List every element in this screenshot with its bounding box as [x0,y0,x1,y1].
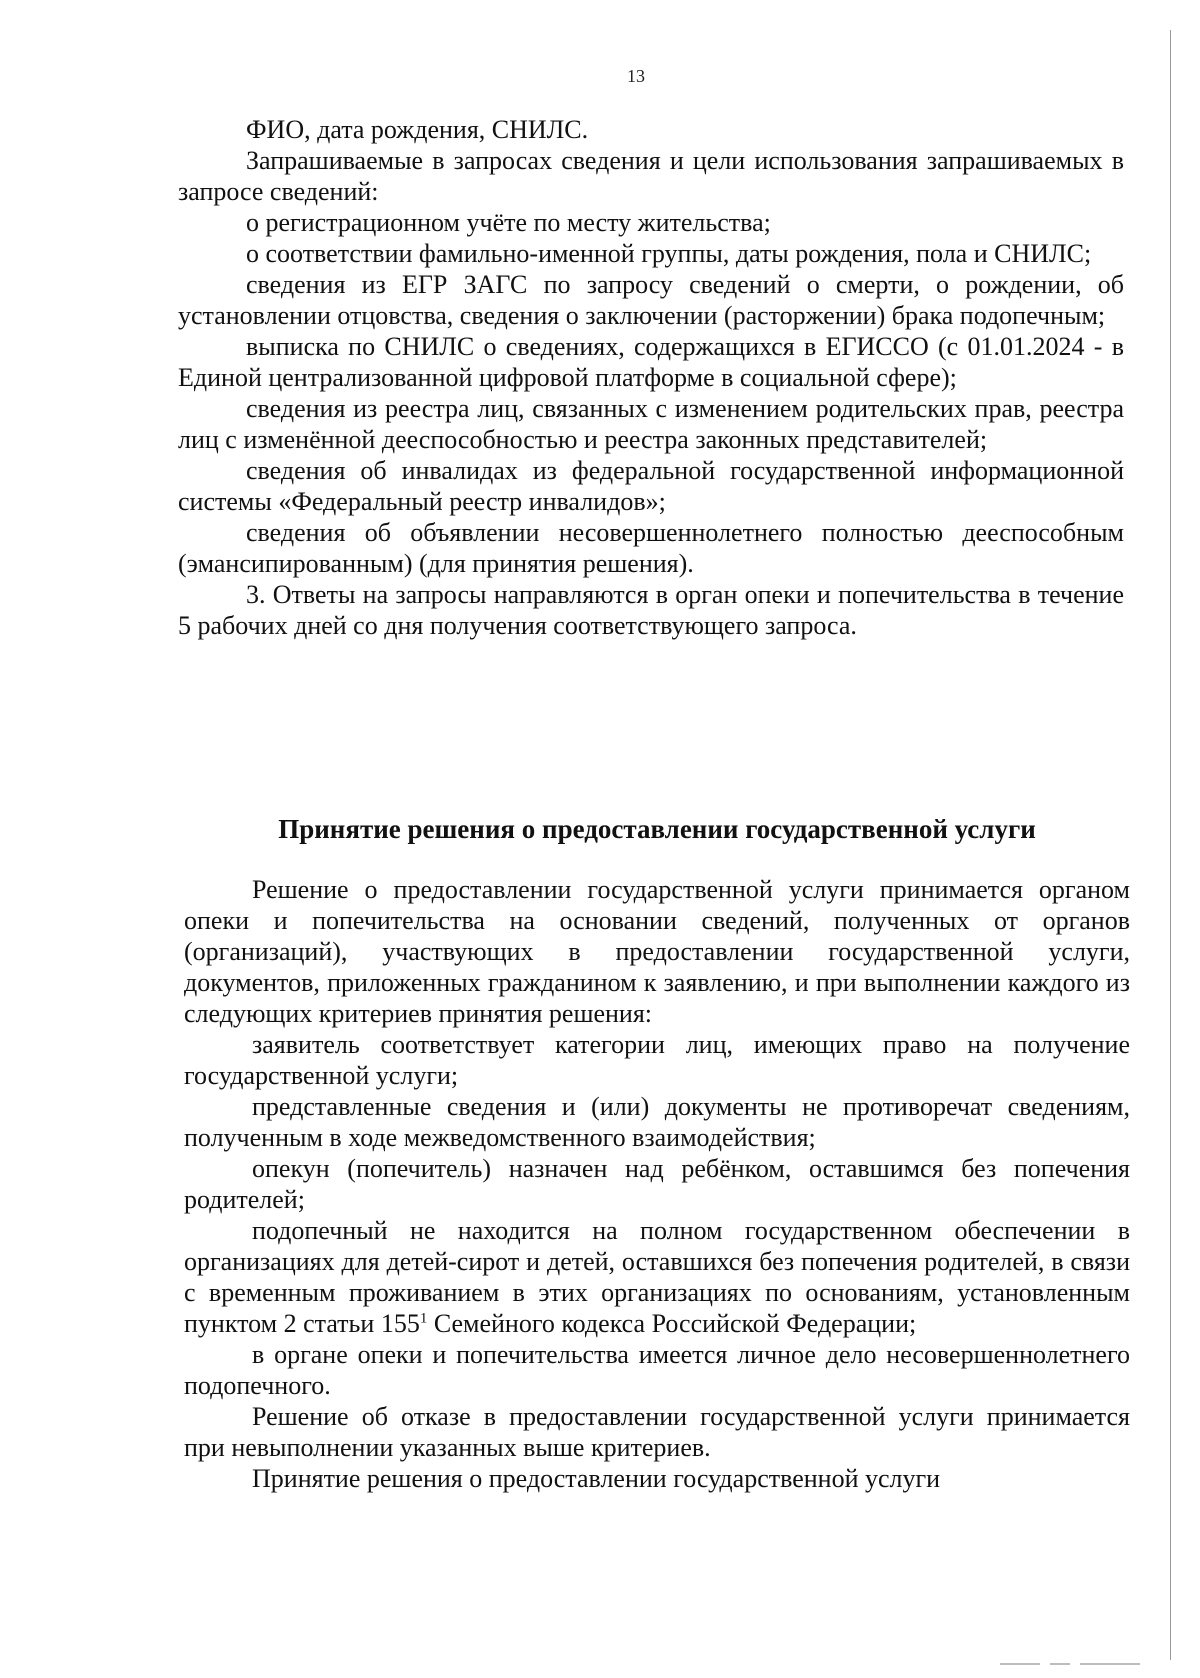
paragraph: Запрашиваемые в запросах сведения и цели использования запрашиваемых в запросе сведений: [178,146,1124,206]
statute-text-end: Семейного кодекса Российской Федерации; [427,1309,917,1338]
paragraph: выписка по СНИЛС о сведениях, содержащихся в ЕГИССО (с 01.01.2024 - в Единой централизованной цифровой платформе в социальной сфере); [178,332,1124,392]
section-heading: Принятие решения о предоставлении государственной услуги [278,814,1036,844]
statute-paragraph [184,1215,1130,1339]
paragraph: Решение об отказе в предоставлении государственной услуги принимается при невыполнении указанных выше критериев. [184,1402,1130,1462]
paragraph: ФИО, дата рождения, СНИЛС. [246,115,589,144]
decision-section [184,874,1130,1494]
paragraph: Принятие решения о предоставлении государственной услуги [252,1464,941,1493]
paragraph: о соответствии фамильно-именной группы, даты рождения, пола и СНИЛС; [246,239,1092,268]
paragraph: сведения из ЕГР ЗАГС по запросу сведений о смерти, о рождении, об установлении отцовства, сведения о заключении (расторжении) брака подопечным; [178,270,1124,330]
paragraph: о регистрационном учёте по месту жительства; [246,208,771,237]
paragraph: сведения об инвалидах из федеральной государственной информационной системы «Федеральный реестр инвалидов»; [178,456,1124,516]
page-number: 13 [627,66,645,86]
paragraph: в органе опеки и попечительства имеется личное дело несовершеннолетнего подопечного. [184,1340,1130,1400]
paragraph: сведения об объявлении несовершеннолетнего полностью дееспособным (эмансипированным) (для принятия решения). [178,518,1124,578]
statute-text: подопечный не находится на полном государственном обеспечении в организациях для детей-сирот и детей, оставшихся без попечения родителей, в связи с временным проживанием в этих организациях по основаниям, установленным пунктом 2 статьи 155 [184,1216,1130,1338]
scan-footer-marks [1000,1663,1160,1669]
scan-edge-line [1170,30,1171,1660]
requests-section [178,114,1124,641]
paragraph: сведения из реестра лиц, связанных с изменением родительских прав, реестра лиц с изменённой дееспособностью и реестра законных представителей; [178,394,1124,454]
paragraph: представленные сведения и (или) документы не противоречат сведениям, полученным в ходе межведомственного взаимодействия; [184,1092,1130,1152]
paragraph: заявитель соответствует категории лиц, имеющих право на получение государственной услуги; [184,1030,1130,1090]
paragraph: Решение о предоставлении государственной услуги принимается органом опеки и попечительства на основании сведений, полученных от органов (организаций), участвующих в предоставлении государственной услуги, документов, приложенных гражданином к заявлению, и при выполнении каждого из следующих критериев принятия решения: [184,875,1130,1028]
paragraph: 3. Ответы на запросы направляются в орган опеки и попечительства в течение 5 рабочих дней со дня получения соответствующего запроса. [178,580,1124,640]
paragraph: опекун (попечитель) назначен над ребёнком, оставшимся без попечения родителей; [184,1154,1130,1214]
footnote-superscript: 1 [419,1310,428,1327]
